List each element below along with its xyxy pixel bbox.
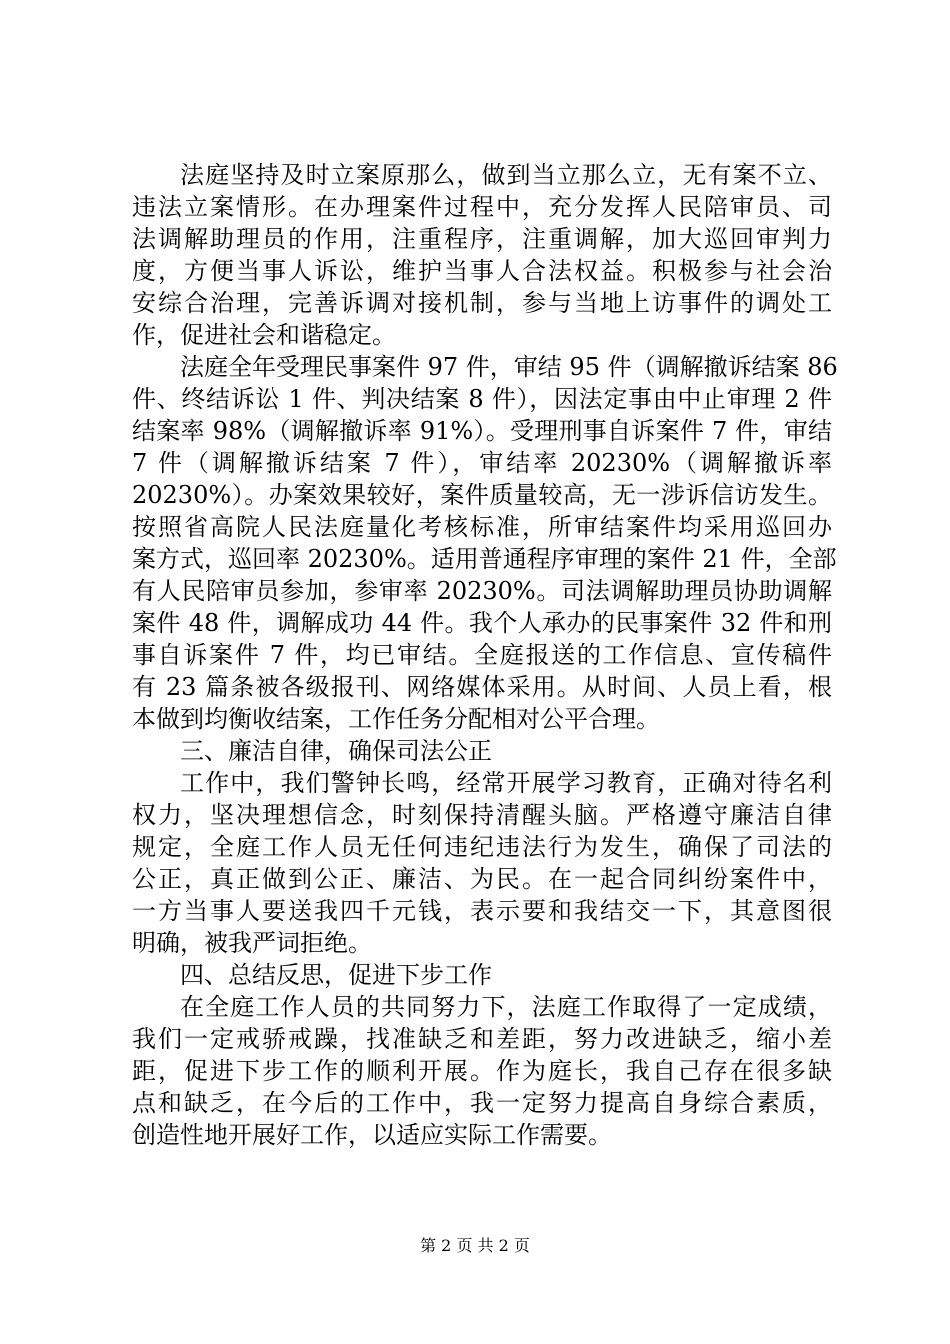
text-line: 法庭坚持及时立案原那么，做到当立那么立，无有案不立、: [180, 161, 832, 189]
text-line: 我们一定戒骄戒躁，找准缺乏和差距，努力改进缺乏，缩小差: [132, 1025, 832, 1053]
text-line: 作，促进社会和谐稳定。: [132, 321, 396, 349]
text-line: 结案率 98%（调解撤诉率 91%）。受理刑事自诉案件 7 件，审结: [132, 417, 832, 445]
text-line: 违法立案情形。在办理案件过程中，充分发挥人民陪审员、司: [132, 193, 832, 221]
text-line: 按照省高院人民法庭量化考核标准，所审结案件均采用巡回办: [132, 513, 832, 541]
paragraph-reflection: [132, 991, 832, 1151]
text-line: 法庭全年受理民事案件 97 件，审结 95 件（调解撤诉结案 86: [180, 353, 838, 381]
text-line: 公正，真正做到公正、廉洁、为民。在一起合同纠纷案件中，: [132, 865, 832, 893]
text-line: 在全庭工作人员的共同努力下，法庭工作取得了一定成绩，: [180, 993, 832, 1021]
text-line: 7 件（调解撤诉结案 7 件），审结率 20230%（调解撤诉率: [132, 449, 832, 477]
text-line: 工作中，我们警钟长鸣，经常开展学习教育，正确对待名利: [180, 769, 832, 797]
section-heading-integrity: 三、廉洁自律，确保司法公正: [180, 737, 492, 765]
text-line: 距，促进下步工作的顺利开展。作为庭长，我自己存在很多缺: [132, 1057, 832, 1085]
text-line: 明确，被我严词拒绝。: [132, 929, 372, 957]
text-line: 规定，全庭工作人员无任何违纪违法行为发生，确保了司法的: [132, 833, 832, 861]
text-line: 20230%）。办案效果较好，案件质量较高，无一涉诉信访发生。: [132, 481, 832, 509]
text-line: 点和缺乏，在今后的工作中，我一定努力提高自身综合素质，: [132, 1089, 832, 1117]
text-line: 有人民陪审员参加，参审率 20230%。司法调解助理员协助调解: [132, 577, 832, 605]
section-heading-reflection: 四、总结反思，促进下步工作: [180, 961, 492, 989]
text-line: 法调解助理员的作用，注重程序，注重调解，加大巡回审判力: [132, 225, 832, 253]
text-line: 创造性地开展好工作，以适应实际工作需要。: [132, 1121, 612, 1149]
paragraph-case-statistics: [132, 351, 838, 735]
text-line: 案件 48 件，调解成功 44 件。我个人承办的民事案件 32 件和刑: [132, 609, 832, 637]
text-line: 权力，坚决理想信念，时刻保持清醒头脑。严格遵守廉洁自律: [132, 801, 832, 829]
text-line: 本做到均衡收结案，工作任务分配相对公平合理。: [132, 705, 660, 733]
text-line: 事自诉案件 7 件，均已审结。全庭报送的工作信息、宣传稿件: [132, 641, 832, 669]
page-number-footer: 第 2 页 共 2 页: [420, 1236, 530, 1255]
text-line: 有 23 篇条被各级报刊、网络媒体采用。从时间、人员上看，根: [132, 673, 832, 701]
paragraph-case-filing: [132, 159, 832, 351]
text-line: 案方式，巡回率 20230%。适用普通程序审理的案件 21 件，全部: [132, 545, 837, 573]
text-line: 一方当事人要送我四千元钱，表示要和我结交一下，其意图很: [132, 897, 832, 925]
text-line: 安综合治理，完善诉调对接机制，参与当地上访事件的调处工: [132, 289, 832, 317]
paragraph-integrity: [132, 767, 832, 959]
document-body: [132, 159, 838, 1151]
text-line: 度，方便当事人诉讼，维护当事人合法权益。积极参与社会治: [132, 257, 832, 285]
text-line: 件、终结诉讼 1 件、判决结案 8 件），因法定事由中止审理 2 件: [132, 385, 832, 413]
